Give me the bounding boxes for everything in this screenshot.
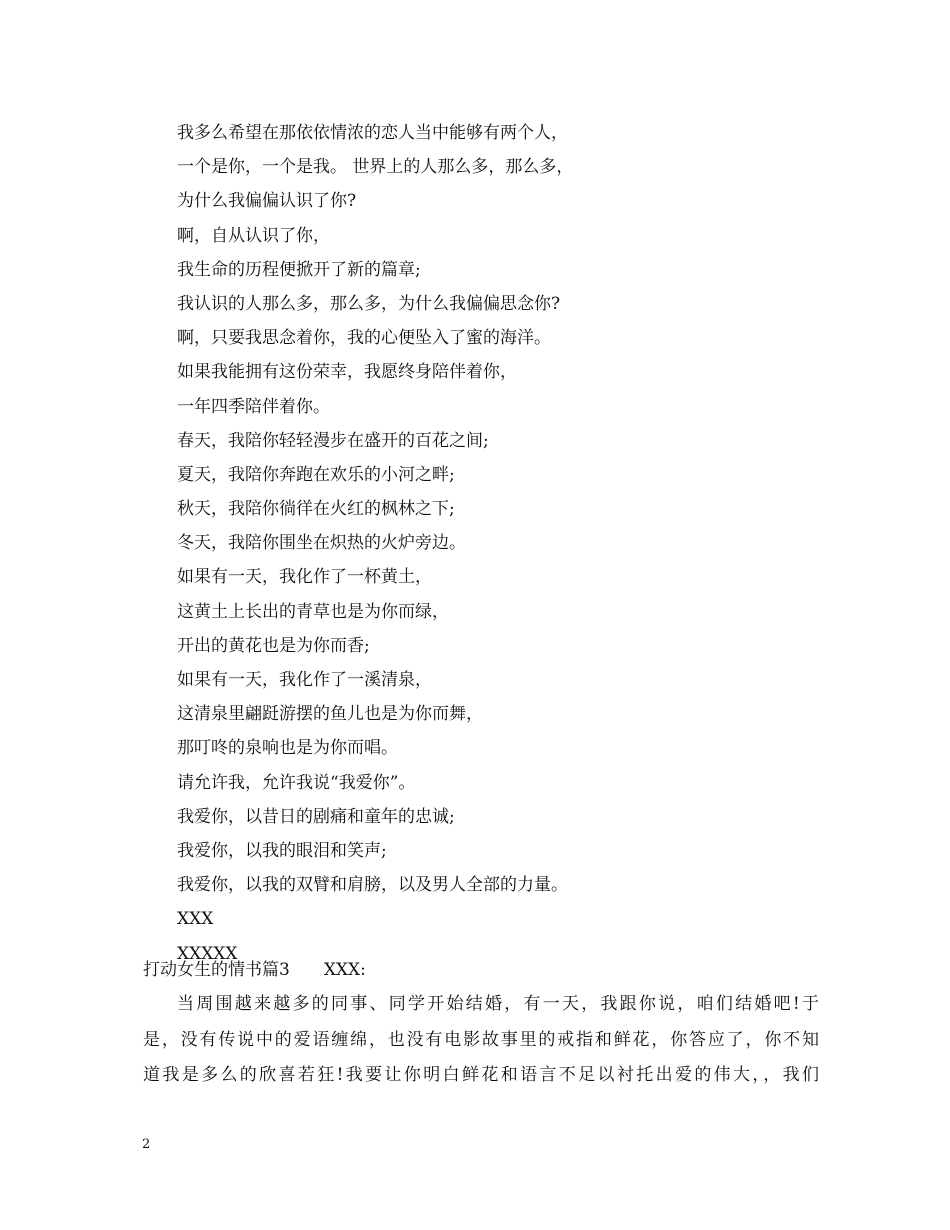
poem-line: 这黄土上长出的青草也是为你而绿，: [177, 601, 449, 622]
poem-line: 如果有一天，我化作了一杯黄土，: [177, 567, 432, 588]
poem-line: 我爱你，以我的眼泪和笑声;: [177, 840, 387, 861]
signature-line: XXXXX: [177, 943, 238, 964]
poem-line: 如果有一天，我化作了一溪清泉，: [177, 670, 432, 690]
poem-line: 一个是你，一个是我。 世界上的人那么多，那么多，: [177, 157, 574, 178]
poem-line: 夏天，我陪你奔跑在欢乐的小河之畔;: [177, 464, 455, 485]
poem-line: 那叮咚的泉响也是为你而唱。: [177, 738, 398, 759]
poem-line: 啊，只要我思念着你，我的心便坠入了蜜的海洋。: [177, 328, 551, 349]
poem-line: 如果我能拥有这份荣幸，我愿终身陪伴着你，: [177, 362, 517, 383]
poem-line: 我爱你，以我的双臂和肩膀，以及男人全部的力量。: [177, 875, 568, 896]
poem-line: 这清泉里翩跹游摆的鱼儿也是为你而舞，: [177, 704, 483, 725]
section-heading-line: [143, 953, 366, 987]
poem-line: 春天，我陪你轻轻漫步在盛开的百花之间;: [177, 430, 489, 451]
poem-line: 请允许我，允许我说“我爱你”。: [177, 772, 416, 793]
poem-line: 我多么希望在那依依情浓的恋人当中能够有两个人，: [177, 123, 568, 143]
poem-line: 为什么我偏偏认识了你?: [177, 191, 357, 212]
poem-line: 啊，自从认识了你，: [177, 225, 330, 246]
page-number: 2: [142, 1137, 151, 1152]
paragraph-line: 是，没有传说中的爱语缠绵，也没有电影故事里的戒指和鲜花，你答应了，你不知: [143, 1029, 819, 1050]
poem-line: 我认识的人那么多，那么多，为什么我偏偏思念你?: [177, 293, 561, 314]
paragraph-line: 道我是多么的欣喜若狂!我要让你明白鲜花和语言不足以衬托出爱的伟大，，我们: [143, 1065, 819, 1085]
poem-line: 我爱你，以昔日的剧痛和童年的忠诚;: [177, 806, 455, 827]
letter-salutation: XXX:: [323, 960, 366, 980]
body-paragraph: [143, 987, 819, 1094]
poem-line: 冬天，我陪你围坐在炽热的火炉旁边。: [177, 533, 466, 554]
poem-line: 开出的黄花也是为你而香;: [177, 635, 370, 656]
signature-line: XXX: [177, 909, 214, 930]
paragraph-line: 当周围越来越多的同事、同学开始结婚，有一天，我跟你说，咱们结婚吧!于: [177, 994, 819, 1014]
poem-line: 我生命的历程便掀开了新的篇章;: [177, 259, 421, 280]
poem-line: 秋天，我陪你徜徉在火红的枫林之下;: [177, 499, 455, 520]
poem-line: 一年四季陪伴着你。: [177, 396, 330, 417]
poem: [177, 116, 573, 971]
section-heading: 打动女生的情书篇3: [143, 960, 290, 980]
